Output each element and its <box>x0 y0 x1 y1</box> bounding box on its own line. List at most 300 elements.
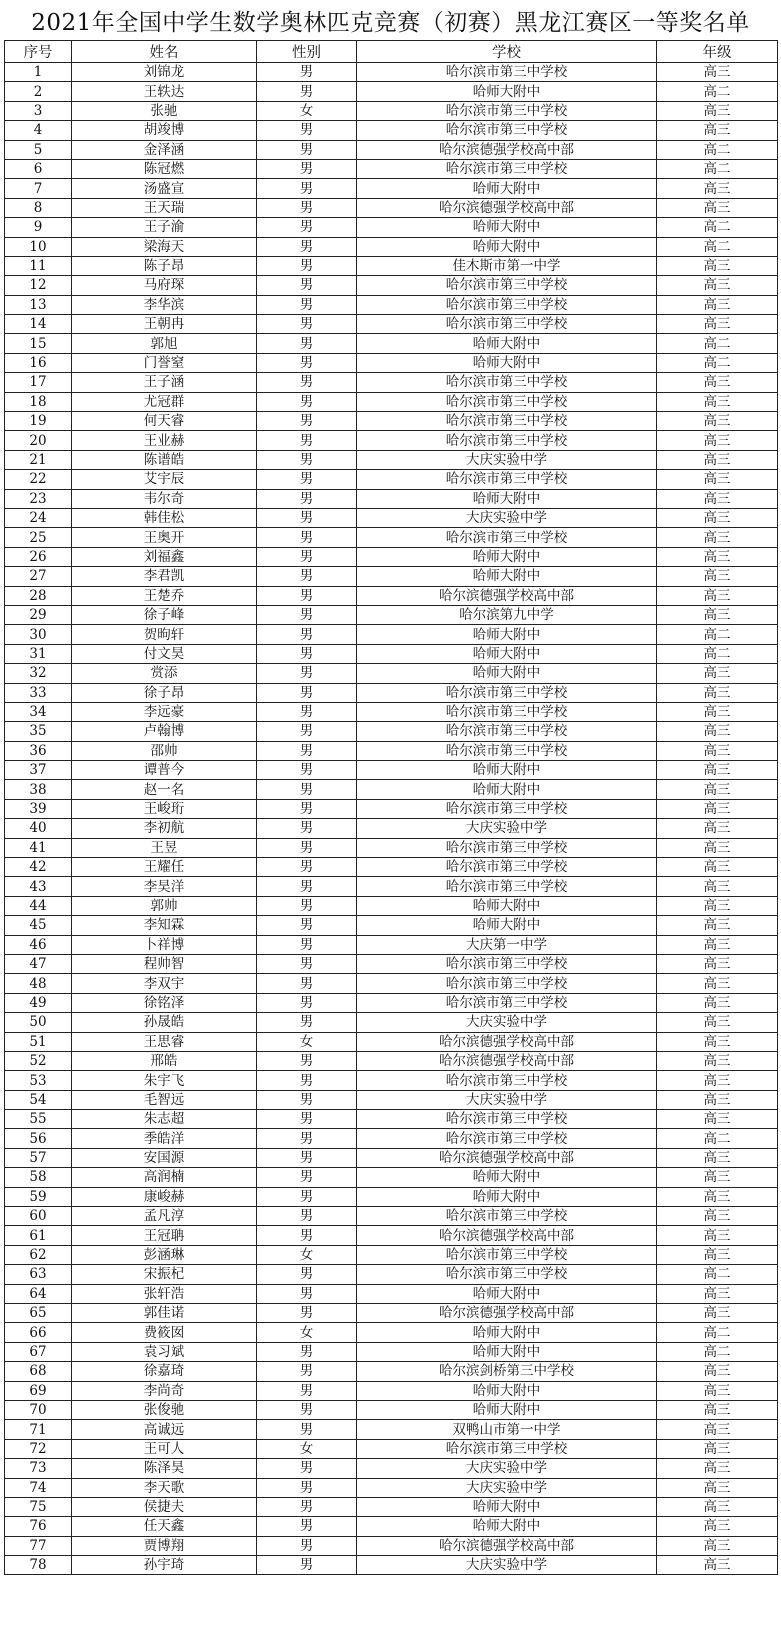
table-row <box>5 1245 778 1264</box>
cell-school: 大庆实验中学 <box>357 450 657 469</box>
table-row <box>5 1226 778 1245</box>
table-row <box>5 1400 778 1419</box>
cell-school: 哈尔滨市第三中学校 <box>357 741 657 760</box>
cell-school: 哈尔滨市第三中学校 <box>357 528 657 547</box>
cell-gender: 男 <box>257 1420 357 1439</box>
cell-gender: 男 <box>257 373 357 392</box>
cell-school: 哈尔滨德强学校高中部 <box>357 198 657 217</box>
cell-school: 哈尔滨市第三中学校 <box>357 1265 657 1284</box>
cell-grade: 高二 <box>657 625 778 644</box>
table-row <box>5 431 778 450</box>
table-row <box>5 1478 778 1497</box>
cell-gender: 男 <box>257 159 357 178</box>
cell-school: 哈尔滨市第三中学校 <box>357 974 657 993</box>
cell-name: 徐铭泽 <box>72 993 257 1012</box>
cell-gender: 男 <box>257 198 357 217</box>
cell-number: 71 <box>5 1420 72 1439</box>
table-row <box>5 373 778 392</box>
table-row <box>5 993 778 1012</box>
cell-school: 哈师大附中 <box>357 896 657 915</box>
cell-school: 哈师大附中 <box>357 1284 657 1303</box>
cell-name: 徐嘉琦 <box>72 1362 257 1381</box>
cell-name: 张驰 <box>72 101 257 120</box>
cell-school: 大庆实验中学 <box>357 1556 657 1575</box>
cell-gender: 男 <box>257 1090 357 1109</box>
cell-name: 李知霖 <box>72 916 257 935</box>
table-row <box>5 605 778 624</box>
cell-gender: 男 <box>257 140 357 159</box>
cell-grade: 高三 <box>657 121 778 140</box>
cell-school: 哈师大附中 <box>357 489 657 508</box>
cell-number: 56 <box>5 1129 72 1148</box>
cell-gender: 男 <box>257 1013 357 1032</box>
cell-name: 彭涵琳 <box>72 1245 257 1264</box>
cell-grade: 高二 <box>657 159 778 178</box>
cell-gender: 男 <box>257 1226 357 1245</box>
cell-school: 哈尔滨市第三中学校 <box>357 799 657 818</box>
cell-number: 16 <box>5 353 72 372</box>
table-row <box>5 799 778 818</box>
cell-name: 侯捷夫 <box>72 1497 257 1516</box>
cell-school: 哈师大附中 <box>357 547 657 566</box>
cell-number: 22 <box>5 470 72 489</box>
cell-grade: 高三 <box>657 1478 778 1497</box>
cell-gender: 男 <box>257 605 357 624</box>
cell-grade: 高三 <box>657 1110 778 1129</box>
table-row <box>5 1439 778 1458</box>
cell-gender: 男 <box>257 567 357 586</box>
cell-gender: 男 <box>257 392 357 411</box>
cell-name: 韦尔奇 <box>72 489 257 508</box>
cell-school: 哈师大附中 <box>357 1187 657 1206</box>
cell-name: 李天歌 <box>72 1478 257 1497</box>
cell-grade: 高三 <box>657 1459 778 1478</box>
cell-gender: 男 <box>257 218 357 237</box>
cell-grade: 高三 <box>657 1497 778 1516</box>
cell-grade: 高三 <box>657 605 778 624</box>
cell-number: 17 <box>5 373 72 392</box>
cell-school: 大庆实验中学 <box>357 1478 657 1497</box>
cell-school: 哈师大附中 <box>357 237 657 256</box>
cell-grade: 高三 <box>657 838 778 857</box>
cell-gender: 男 <box>257 586 357 605</box>
cell-gender: 男 <box>257 276 357 295</box>
cell-school: 大庆实验中学 <box>357 1090 657 1109</box>
cell-grade: 高三 <box>657 1032 778 1051</box>
table-row <box>5 1032 778 1051</box>
table-row <box>5 896 778 915</box>
cell-gender: 男 <box>257 858 357 877</box>
cell-school: 哈师大附中 <box>357 179 657 198</box>
cell-school: 大庆实验中学 <box>357 819 657 838</box>
cell-name: 卢翰博 <box>72 722 257 741</box>
cell-school: 哈师大附中 <box>357 1497 657 1516</box>
cell-name: 李昊洋 <box>72 877 257 896</box>
table-row <box>5 1265 778 1284</box>
cell-name: 王子涵 <box>72 373 257 392</box>
cell-gender: 男 <box>257 896 357 915</box>
cell-school: 哈尔滨市第三中学校 <box>357 722 657 741</box>
table-row <box>5 295 778 314</box>
cell-grade: 高三 <box>657 877 778 896</box>
table-row <box>5 1090 778 1109</box>
cell-school: 大庆实验中学 <box>357 1013 657 1032</box>
cell-grade: 高三 <box>657 1148 778 1167</box>
table-row <box>5 450 778 469</box>
cell-gender: 男 <box>257 353 357 372</box>
cell-school: 哈尔滨市第三中学校 <box>357 993 657 1012</box>
cell-gender: 男 <box>257 644 357 663</box>
table-row <box>5 508 778 527</box>
cell-number: 52 <box>5 1051 72 1070</box>
cell-number: 54 <box>5 1090 72 1109</box>
cell-school: 哈尔滨市第三中学校 <box>357 121 657 140</box>
cell-gender: 男 <box>257 1207 357 1226</box>
cell-gender: 男 <box>257 179 357 198</box>
header-gender: 性别 <box>257 41 357 63</box>
cell-number: 48 <box>5 974 72 993</box>
cell-grade: 高三 <box>657 101 778 120</box>
cell-school: 哈师大附中 <box>357 82 657 101</box>
award-table <box>4 40 778 1575</box>
cell-name: 王轶达 <box>72 82 257 101</box>
cell-number: 46 <box>5 935 72 954</box>
cell-gender: 男 <box>257 1536 357 1555</box>
cell-name: 徐子峰 <box>72 605 257 624</box>
cell-number: 8 <box>5 198 72 217</box>
cell-number: 44 <box>5 896 72 915</box>
table-row <box>5 1051 778 1070</box>
cell-gender: 男 <box>257 1342 357 1361</box>
table-row <box>5 392 778 411</box>
cell-number: 58 <box>5 1168 72 1187</box>
cell-school: 哈尔滨市第三中学校 <box>357 392 657 411</box>
cell-grade: 高三 <box>657 1187 778 1206</box>
cell-gender: 男 <box>257 1265 357 1284</box>
cell-gender: 女 <box>257 1323 357 1342</box>
cell-school: 哈师大附中 <box>357 644 657 663</box>
table-row <box>5 1207 778 1226</box>
table-row <box>5 1459 778 1478</box>
cell-number: 57 <box>5 1148 72 1167</box>
cell-name: 任天鑫 <box>72 1517 257 1536</box>
table-row <box>5 179 778 198</box>
table-row <box>5 237 778 256</box>
cell-grade: 高三 <box>657 1304 778 1323</box>
cell-grade: 高三 <box>657 431 778 450</box>
table-row <box>5 1129 778 1148</box>
cell-grade: 高三 <box>657 664 778 683</box>
table-row <box>5 315 778 334</box>
cell-name: 孙晟皓 <box>72 1013 257 1032</box>
cell-school: 哈师大附中 <box>357 664 657 683</box>
cell-school: 双鸭山市第一中学 <box>357 1420 657 1439</box>
cell-number: 35 <box>5 722 72 741</box>
table-row <box>5 1304 778 1323</box>
cell-number: 74 <box>5 1478 72 1497</box>
cell-school: 哈尔滨市第三中学校 <box>357 1245 657 1264</box>
cell-school: 哈尔滨市第三中学校 <box>357 159 657 178</box>
cell-number: 19 <box>5 412 72 431</box>
cell-school: 哈师大附中 <box>357 218 657 237</box>
table-row <box>5 1168 778 1187</box>
cell-gender: 男 <box>257 877 357 896</box>
cell-name: 赵一名 <box>72 780 257 799</box>
cell-gender: 男 <box>257 1362 357 1381</box>
table-row <box>5 412 778 431</box>
cell-school: 哈尔滨市第三中学校 <box>357 295 657 314</box>
cell-school: 哈尔滨德强学校高中部 <box>357 586 657 605</box>
cell-grade: 高三 <box>657 1207 778 1226</box>
cell-number: 51 <box>5 1032 72 1051</box>
cell-name: 朱志超 <box>72 1110 257 1129</box>
cell-school: 哈师大附中 <box>357 567 657 586</box>
cell-name: 毛智远 <box>72 1090 257 1109</box>
cell-number: 65 <box>5 1304 72 1323</box>
cell-name: 陈冠燃 <box>72 159 257 178</box>
cell-gender: 男 <box>257 780 357 799</box>
cell-name: 陈谱皓 <box>72 450 257 469</box>
cell-name: 汤盛宣 <box>72 179 257 198</box>
table-row <box>5 82 778 101</box>
table-row <box>5 1420 778 1439</box>
cell-gender: 男 <box>257 1478 357 1497</box>
cell-number: 70 <box>5 1400 72 1419</box>
cell-gender: 男 <box>257 1051 357 1070</box>
cell-number: 24 <box>5 508 72 527</box>
table-row <box>5 819 778 838</box>
cell-school: 哈尔滨市第三中学校 <box>357 315 657 334</box>
cell-school: 哈师大附中 <box>357 353 657 372</box>
table-row <box>5 702 778 721</box>
cell-gender: 男 <box>257 1497 357 1516</box>
cell-grade: 高三 <box>657 1090 778 1109</box>
cell-name: 李远豪 <box>72 702 257 721</box>
header-grade: 年级 <box>657 41 778 63</box>
cell-gender: 男 <box>257 974 357 993</box>
cell-school: 哈尔滨市第三中学校 <box>357 1207 657 1226</box>
cell-name: 季皓洋 <box>72 1129 257 1148</box>
cell-grade: 高二 <box>657 1323 778 1342</box>
cell-gender: 男 <box>257 722 357 741</box>
cell-name: 康峻赫 <box>72 1187 257 1206</box>
cell-school: 哈师大附中 <box>357 334 657 353</box>
cell-number: 41 <box>5 838 72 857</box>
table-row <box>5 974 778 993</box>
cell-name: 赏添 <box>72 664 257 683</box>
table-row <box>5 1536 778 1555</box>
cell-grade: 高二 <box>657 334 778 353</box>
cell-grade: 高三 <box>657 993 778 1012</box>
cell-grade: 高三 <box>657 1071 778 1090</box>
cell-grade: 高三 <box>657 1284 778 1303</box>
cell-number: 72 <box>5 1439 72 1458</box>
cell-number: 6 <box>5 159 72 178</box>
cell-grade: 高三 <box>657 63 778 82</box>
cell-school: 哈尔滨德强学校高中部 <box>357 140 657 159</box>
cell-school: 大庆实验中学 <box>357 1459 657 1478</box>
cell-gender: 男 <box>257 1304 357 1323</box>
cell-school: 哈尔滨市第三中学校 <box>357 412 657 431</box>
cell-name: 门誉窒 <box>72 353 257 372</box>
cell-name: 王昱 <box>72 838 257 857</box>
cell-number: 23 <box>5 489 72 508</box>
cell-number: 9 <box>5 218 72 237</box>
cell-grade: 高三 <box>657 935 778 954</box>
cell-number: 49 <box>5 993 72 1012</box>
cell-grade: 高三 <box>657 1051 778 1070</box>
cell-name: 邵帅 <box>72 741 257 760</box>
cell-number: 33 <box>5 683 72 702</box>
header-school: 学校 <box>357 41 657 63</box>
cell-grade: 高三 <box>657 373 778 392</box>
cell-name: 王楚乔 <box>72 586 257 605</box>
cell-number: 15 <box>5 334 72 353</box>
cell-gender: 男 <box>257 935 357 954</box>
cell-gender: 男 <box>257 82 357 101</box>
cell-gender: 男 <box>257 625 357 644</box>
cell-school: 哈尔滨市第三中学校 <box>357 1439 657 1458</box>
cell-grade: 高三 <box>657 702 778 721</box>
cell-name: 刘锦龙 <box>72 63 257 82</box>
cell-school: 大庆实验中学 <box>357 508 657 527</box>
cell-gender: 男 <box>257 315 357 334</box>
table-row <box>5 1013 778 1032</box>
cell-gender: 男 <box>257 295 357 314</box>
cell-gender: 女 <box>257 1032 357 1051</box>
cell-name: 李君凯 <box>72 567 257 586</box>
cell-gender: 男 <box>257 121 357 140</box>
cell-number: 36 <box>5 741 72 760</box>
table-row <box>5 276 778 295</box>
cell-grade: 高三 <box>657 547 778 566</box>
cell-number: 29 <box>5 605 72 624</box>
cell-name: 金泽涵 <box>72 140 257 159</box>
cell-gender: 男 <box>257 702 357 721</box>
cell-grade: 高三 <box>657 1168 778 1187</box>
cell-gender: 男 <box>257 63 357 82</box>
cell-school: 大庆第一中学 <box>357 935 657 954</box>
table-row <box>5 218 778 237</box>
cell-name: 高诚远 <box>72 1420 257 1439</box>
cell-name: 韩佳松 <box>72 508 257 527</box>
cell-number: 1 <box>5 63 72 82</box>
cell-number: 50 <box>5 1013 72 1032</box>
cell-number: 25 <box>5 528 72 547</box>
cell-school: 哈尔滨市第三中学校 <box>357 1129 657 1148</box>
cell-number: 78 <box>5 1556 72 1575</box>
cell-number: 37 <box>5 761 72 780</box>
cell-school: 哈尔滨德强学校高中部 <box>357 1536 657 1555</box>
cell-school: 哈尔滨德强学校高中部 <box>357 1226 657 1245</box>
cell-number: 5 <box>5 140 72 159</box>
cell-gender: 男 <box>257 819 357 838</box>
table-row <box>5 1284 778 1303</box>
table-row <box>5 63 778 82</box>
cell-name: 费筱囡 <box>72 1323 257 1342</box>
cell-gender: 男 <box>257 1381 357 1400</box>
cell-gender: 男 <box>257 1284 357 1303</box>
table-row <box>5 644 778 663</box>
cell-name: 尤冠群 <box>72 392 257 411</box>
cell-number: 31 <box>5 644 72 663</box>
table-row <box>5 159 778 178</box>
cell-number: 38 <box>5 780 72 799</box>
cell-grade: 高二 <box>657 237 778 256</box>
cell-school: 哈师大附中 <box>357 1517 657 1536</box>
cell-grade: 高三 <box>657 315 778 334</box>
header-name: 姓名 <box>72 41 257 63</box>
cell-name: 李尚奇 <box>72 1381 257 1400</box>
cell-gender: 女 <box>257 1245 357 1264</box>
cell-name: 王冠聃 <box>72 1226 257 1245</box>
cell-school: 哈师大附中 <box>357 625 657 644</box>
cell-grade: 高二 <box>657 1265 778 1284</box>
cell-school: 哈尔滨市第三中学校 <box>357 63 657 82</box>
table-row <box>5 1187 778 1206</box>
cell-gender: 女 <box>257 101 357 120</box>
cell-number: 47 <box>5 954 72 973</box>
table-row <box>5 683 778 702</box>
cell-name: 王天瑞 <box>72 198 257 217</box>
cell-school: 哈尔滨市第三中学校 <box>357 838 657 857</box>
cell-number: 53 <box>5 1071 72 1090</box>
cell-number: 4 <box>5 121 72 140</box>
table-row <box>5 935 778 954</box>
table-row <box>5 838 778 857</box>
cell-number: 32 <box>5 664 72 683</box>
cell-gender: 男 <box>257 838 357 857</box>
cell-number: 39 <box>5 799 72 818</box>
table-body <box>5 63 778 1575</box>
cell-number: 64 <box>5 1284 72 1303</box>
cell-number: 67 <box>5 1342 72 1361</box>
table-row <box>5 1342 778 1361</box>
cell-grade: 高三 <box>657 1381 778 1400</box>
cell-gender: 男 <box>257 1168 357 1187</box>
cell-gender: 男 <box>257 761 357 780</box>
table-row <box>5 741 778 760</box>
cell-grade: 高二 <box>657 353 778 372</box>
cell-grade: 高三 <box>657 722 778 741</box>
cell-number: 14 <box>5 315 72 334</box>
cell-name: 朱宇飞 <box>72 1071 257 1090</box>
cell-grade: 高二 <box>657 82 778 101</box>
cell-school: 哈尔滨市第三中学校 <box>357 858 657 877</box>
cell-gender: 男 <box>257 489 357 508</box>
cell-gender: 男 <box>257 1400 357 1419</box>
cell-name: 张俊驰 <box>72 1400 257 1419</box>
cell-name: 程帅智 <box>72 954 257 973</box>
table-row <box>5 334 778 353</box>
table-row <box>5 916 778 935</box>
cell-gender: 男 <box>257 528 357 547</box>
cell-number: 45 <box>5 916 72 935</box>
cell-grade: 高二 <box>657 1342 778 1361</box>
cell-gender: 男 <box>257 954 357 973</box>
cell-number: 66 <box>5 1323 72 1342</box>
table-row <box>5 547 778 566</box>
cell-grade: 高三 <box>657 489 778 508</box>
cell-school: 哈尔滨德强学校高中部 <box>357 1304 657 1323</box>
cell-name: 刘福鑫 <box>72 547 257 566</box>
cell-grade: 高三 <box>657 179 778 198</box>
cell-school: 哈师大附中 <box>357 1400 657 1419</box>
cell-name: 陈子昂 <box>72 256 257 275</box>
cell-grade: 高三 <box>657 1013 778 1032</box>
cell-grade: 高三 <box>657 954 778 973</box>
cell-name: 郭旭 <box>72 334 257 353</box>
